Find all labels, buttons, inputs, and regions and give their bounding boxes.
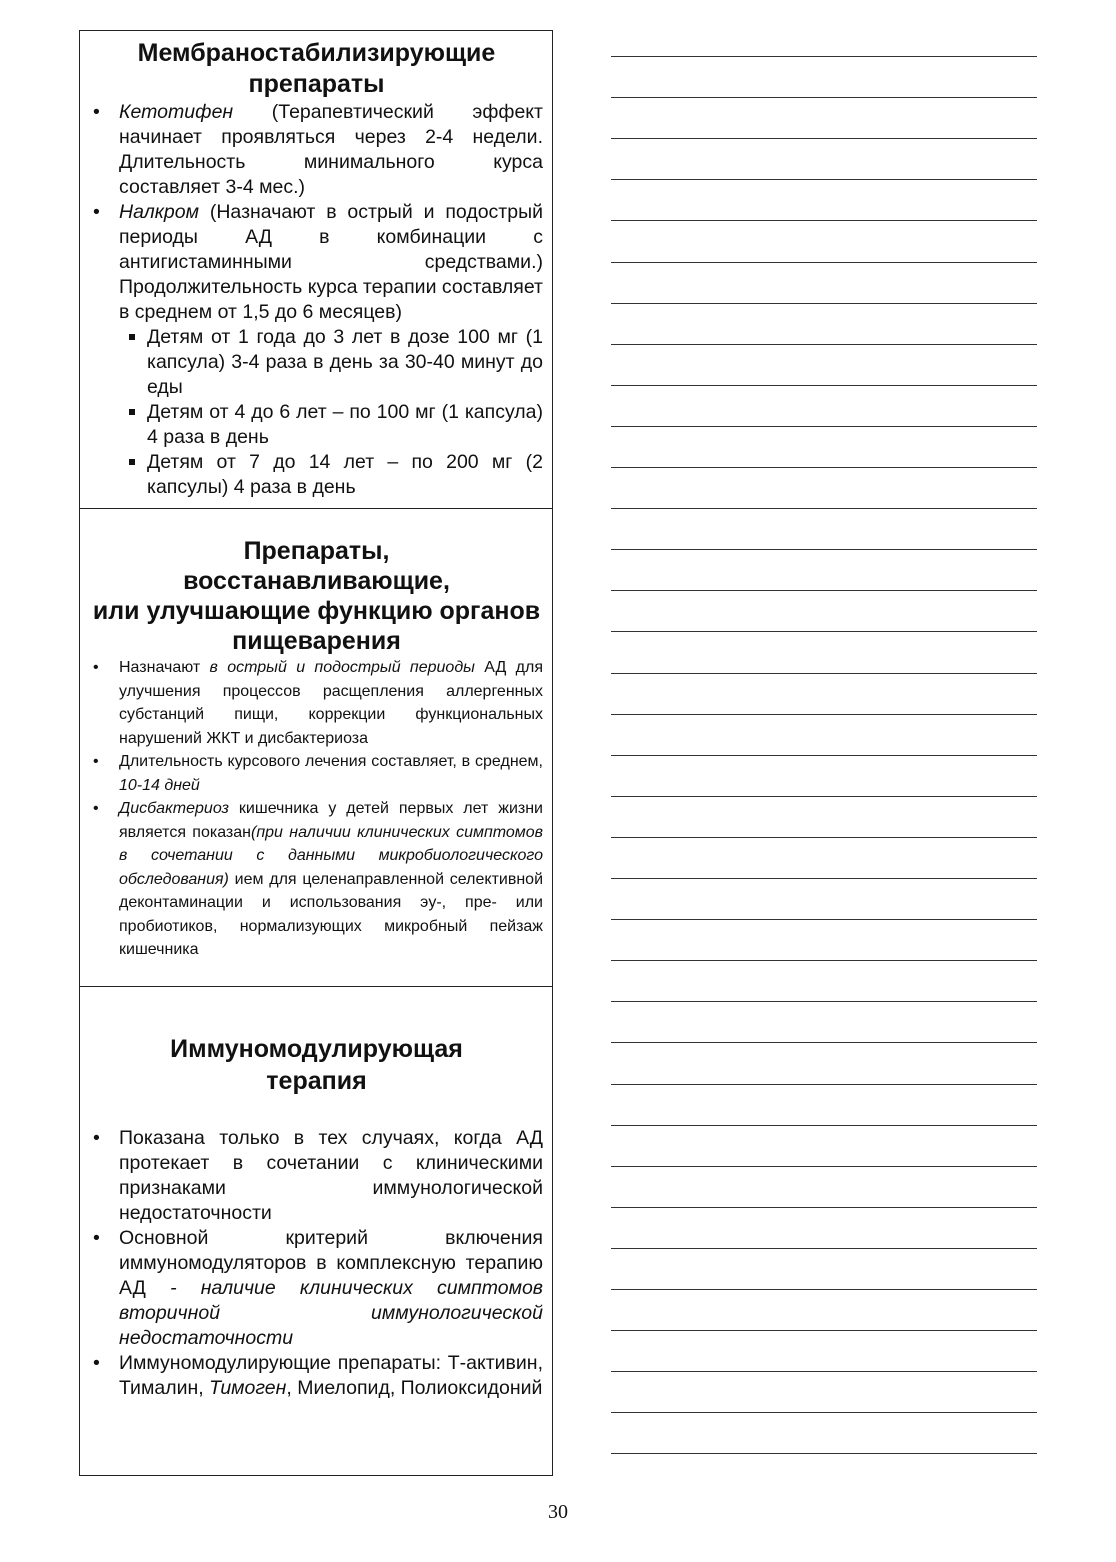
note-line	[611, 1248, 1037, 1249]
section-membrane-stabilizers	[79, 30, 553, 509]
dosage-item: Детям от 7 до 14 лет – по 200 мг (2 капсулы) 4 раза в день	[118, 450, 543, 500]
note-line	[611, 796, 1037, 797]
note-line	[611, 179, 1037, 180]
list-item: • Длительность курсового лечения составляет, в среднем, 10-14 дней	[90, 750, 543, 797]
note-line	[611, 1371, 1037, 1372]
list-item: • Назначают в острый и подострый периоды АД для улучшения процессов расщепления аллергенных субстанций пищи, коррекции функциональных нарушений ЖКТ и дисбактериоза	[90, 656, 543, 750]
note-line	[611, 508, 1037, 509]
note-line	[611, 919, 1037, 920]
note-line	[611, 1166, 1037, 1167]
bullet-list	[90, 1126, 543, 1401]
note-line	[611, 1289, 1037, 1290]
note-line	[611, 549, 1037, 550]
note-line	[611, 220, 1037, 221]
note-line	[611, 837, 1037, 838]
note-line	[611, 303, 1037, 304]
list-item: • Налкром (Назначают в острый и подострый периоды АД в комбинации с антигистаминными средствами.) Продолжительность курса терапии составляет в среднем от 1,5 до 6 месяцев) Детям от 1 года до 3 лет в дозе 100 мг (1 капсула) 3-4 раза в день за 30-40 минут до еды Детям от 4 до 6 лет – по 100 мг (1 капсула) 4 раза в день Детям от 7 до 14 лет – по 200 мг (2 капсулы) 4 раза в день	[90, 200, 543, 500]
list-item: • Иммуномодулирующие препараты: Т-активин, Тималин, Тимоген, Миелопид, Полиоксидоний	[90, 1351, 543, 1401]
note-line	[611, 1412, 1037, 1413]
section-title: Иммуномодулирующая терапия	[170, 1035, 463, 1095]
note-line	[611, 631, 1037, 632]
note-line	[611, 714, 1037, 715]
note-line	[611, 673, 1037, 674]
note-line	[611, 1084, 1037, 1085]
note-line	[611, 426, 1037, 427]
note-line	[611, 960, 1037, 961]
list-item: • Основной критерий включения иммуномодуляторов в комплексную терапию АД - наличие клинических симптомов вторичной иммунологической недостаточности	[90, 1226, 543, 1351]
note-line	[611, 467, 1037, 468]
note-line	[611, 262, 1037, 263]
page-number: 30	[548, 1501, 568, 1523]
note-line	[611, 56, 1037, 57]
bullet-list	[90, 100, 543, 500]
section-title: Мембраностабилизирующие препараты	[137, 39, 496, 98]
note-line	[611, 344, 1037, 345]
section-immunomodulating-therapy	[79, 986, 553, 1476]
dosage-item: Детям от 1 года до 3 лет в дозе 100 мг (1 капсула) 3-4 раза в день за 30-40 минут до еды	[118, 325, 543, 400]
note-line	[611, 1042, 1037, 1043]
note-line	[611, 97, 1037, 98]
list-item: • Дисбактериоз кишечника у детей первых лет жизни является показан(при наличии клинических симптомов в сочетании с данными микробиологического обследования) ием для целенаправленной селективной деконтаминации и использования эу-, пре- или пробиотиков, нормализующих микробный пейзаж кишечника	[90, 797, 543, 962]
list-item: • Кетотифен (Терапевтический эффект начинает проявляться через 2-4 недели. Длительность минимального курса составляет 3-4 мес.)	[90, 100, 543, 200]
note-line	[611, 1207, 1037, 1208]
section-title: Препараты, восстанавливающие, или улучшающие функцию органов пищеварения	[92, 537, 541, 655]
note-line	[611, 138, 1037, 139]
section-digestive-drugs	[79, 508, 553, 987]
bullet-list	[90, 656, 543, 962]
dosage-list	[118, 325, 543, 500]
note-line	[611, 1330, 1037, 1331]
note-line	[611, 590, 1037, 591]
note-line	[611, 1001, 1037, 1002]
note-line	[611, 1125, 1037, 1126]
note-line	[611, 1453, 1037, 1454]
dosage-item: Детям от 4 до 6 лет – по 100 мг (1 капсула) 4 раза в день	[118, 400, 543, 450]
note-line	[611, 755, 1037, 756]
note-line	[611, 878, 1037, 879]
note-line	[611, 385, 1037, 386]
list-item: • Показана только в тех случаях, когда АД протекает в сочетании с клиническими признаками иммунологической недостаточности	[90, 1126, 543, 1226]
